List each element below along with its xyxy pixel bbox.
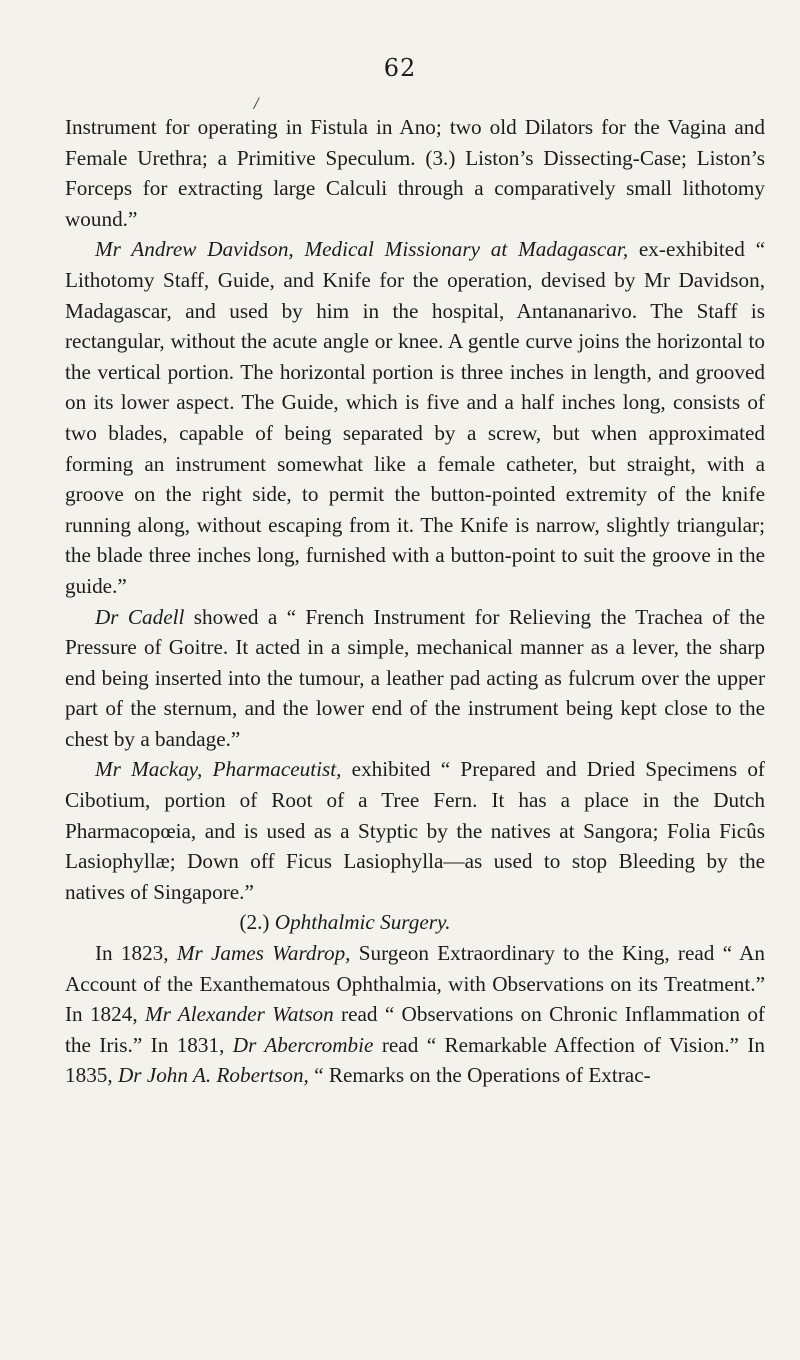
speaker-name: Mr Alexander Watson: [144, 1002, 334, 1027]
body-text: [65, 112, 765, 1091]
paragraph-cadell: [65, 602, 765, 755]
paragraph-instrument-list: [65, 112, 765, 234]
speaker-name: Dr John A. Robertson,: [117, 1063, 309, 1088]
speaker-name: Mr James Wardrop,: [176, 941, 351, 966]
text-run: In 1823,: [95, 941, 177, 966]
section-heading: [145, 907, 545, 938]
text-run: read “ Observations on Chronic Inflammation of the Iris.” In 1831,: [65, 1002, 765, 1057]
text-run: “ Remarks on the Operations of Extrac-: [308, 1063, 651, 1088]
text-run: Surgeon Extraordinary to the King, read “ An Account of the Exanthematous Ophthalmia, with Observations on its Treatment.” In 1824,: [65, 941, 765, 1027]
margin-mark: /: [254, 96, 259, 112]
paragraph-text: ex-exhibited “ Lithotomy Staff, Guide, and Knife for the operation, devised by Mr Davidson, Madagascar, and used by him in the hospital, Antananarivo. The Staff is rectangular, without the acute angle or knee. A gentle curve joins the horizontal to the vertical portion. The horizontal portion is three inches in length, and grooved on its lower aspect. The Guide, which is five and a half inches long, consists of two blades, capable of being separated by a screw, but when approximated forming an instrument somewhat like a female catheter, but straight, with a groove on the right side, to permit the button-pointed extremity of the knife running along, without escaping from it. The Knife is narrow, slightly triangular; the blade three inches long, furnished with a button-point to suit the groove in the guide.”: [65, 237, 765, 598]
page-number: 62: [383, 54, 417, 82]
paragraph-mackay: [65, 754, 765, 907]
paragraph-text: showed a “ French Instrument for Relieving the Trachea of the Pressure of Goitre. It acted in a simple, mechanical manner as a lever, the sharp end being inserted into the tumour, a leather pad acting as fulcrum over the upper part of the sternum, and the lower end of the instrument being kept close to the chest by a bandage.”: [65, 604, 765, 751]
speaker-name: Mr Andrew Davidson, Medical Missionary at Madagascar,: [95, 237, 629, 262]
speaker-name: Dr Cadell: [95, 604, 185, 629]
paragraph-text: exhibited “ Prepared and Dried Specimens of Cibotium, portion of Root of a Tree Fern. It has a place in the Dutch Pharmacopœia, and is used as a Styptic by the natives at Sangora; Folia Ficûs Lasiophyllæ; Down off Ficus Lasiophylla—as used to stop Bleeding by the natives of Singapore.”: [65, 757, 765, 904]
speaker-name: Dr Abercrombie: [232, 1032, 374, 1057]
speaker-name: Mr Mackay, Pharmaceutist,: [95, 757, 342, 782]
section-title: Ophthalmic Surgery.: [274, 910, 451, 935]
paragraph-ophthalmic-history: [65, 938, 765, 1091]
paragraph-text: Instrument for operating in Fistula in Ano; two old Dilators for the Vagina and Female Urethra; a Primitive Speculum. (3.) Liston’s Dissecting-Case; Liston’s Forceps for extracting large Calculi through a comparatively small lithotomy wound.”: [65, 115, 765, 231]
section-number: (2.): [239, 910, 270, 935]
text-run: read “ Remarkable Affection of Vision.” In 1835,: [65, 1032, 765, 1088]
paragraph-davidson: [65, 234, 765, 601]
